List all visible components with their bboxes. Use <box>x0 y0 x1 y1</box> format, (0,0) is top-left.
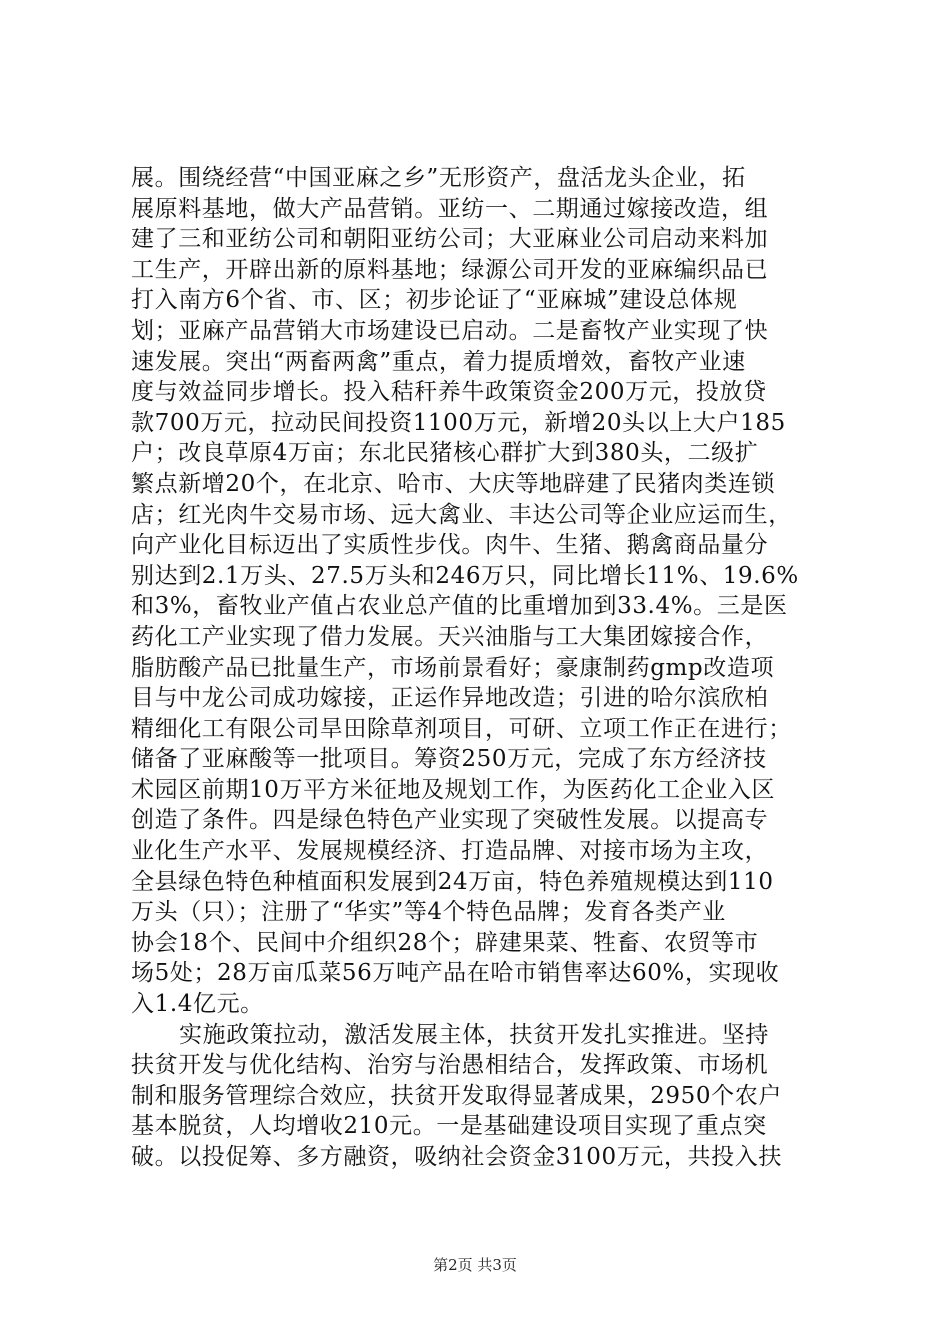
text-line: 万头（只）；注册了“华实”等4个特色品牌；发育各类产业 <box>131 899 726 926</box>
text-line: 协会18个、民间中介组织28个；辟建果菜、牲畜、农贸等市 <box>131 929 759 956</box>
page-footer: 第2页 共3页 <box>433 1256 517 1274</box>
text-line: 扶贫开发与优化结构、治穷与治愚相结合，发挥政策、市场机 <box>131 1052 769 1079</box>
text-line: 场5处；28万亩瓜菜56万吨产品在哈市销售率达60%，实现收 <box>131 960 780 987</box>
text-line: 创造了条件。四是绿色特色产业实现了突破性发展。以提高专 <box>131 807 769 834</box>
text-line: 入1.4亿元。 <box>131 991 264 1018</box>
text-line: 打入南方6个省、市、区；初步论证了“亚麻城”建设总体规 <box>131 287 738 314</box>
text-line: 破。以投促筹、多方融资，吸纳社会资金3100万元，共投入扶 <box>131 1144 782 1170</box>
body-text <box>131 163 831 1173</box>
text-line: 工生产，开辟出新的原料基地；绿源公司开发的亚麻编织品已 <box>131 256 769 283</box>
text-line: 划；亚麻产品营销大市场建设已启动。二是畜牧产业实现了快 <box>131 317 769 344</box>
paragraph-first-line: 实施政策拉动，激活发展主体，扶贫开发扎实推进。坚持 <box>179 1021 769 1048</box>
text-line: 脂肪酸产品已批量生产，市场前景看好；豪康制药gmp改造项 <box>131 654 775 681</box>
text-line: 速发展。突出“两畜两禽”重点，着力提质增效，畜牧产业速 <box>131 348 746 375</box>
text-line: 建了三和亚纺公司和朝阳亚纺公司；大亚麻业公司启动来料加 <box>131 226 769 253</box>
text-line: 别达到2.1万头、27.5万头和246万只，同比增长11%、19.6% <box>131 562 799 589</box>
text-line: 款700万元，拉动民间投资1100万元，新增20头以上大户185 <box>131 409 786 436</box>
text-line: 户；改良草原4万亩；东北民猪核心群扩大到380头，二级扩 <box>131 440 759 467</box>
text-line: 繁点新增20个，在北京、哈市、大庆等地辟建了民猪肉类连锁 <box>131 470 776 497</box>
text-line: 展原料基地，做大产品营销。亚纺一、二期通过嫁接改造，组 <box>131 195 769 222</box>
text-line: 术园区前期10万平方米征地及规划工作，为医药化工企业入区 <box>131 776 776 803</box>
text-line: 展。围绕经营“中国亚麻之乡”无形资产，盘活龙头企业，拓 <box>131 165 746 191</box>
text-line: 度与效益同步增长。投入秸秆养牛政策资金200万元，投放贷 <box>131 379 767 406</box>
text-line: 储备了亚麻酸等一批项目。筹资250万元，完成了东方经济技 <box>131 746 767 773</box>
text-line: 药化工产业实现了借力发展。天兴油脂与工大集团嫁接合作， <box>131 623 769 650</box>
text-line: 全县绿色特色种植面积发展到24万亩，特色养殖规模达到110 <box>131 868 774 895</box>
text-line: 向产业化目标迈出了实质性步伐。肉牛、生猪、鹅禽商品量分 <box>131 532 769 559</box>
text-line: 业化生产水平、发展规模经济、打造品牌、对接市场为主攻， <box>131 838 769 865</box>
text-line: 制和服务管理综合效应，扶贫开发取得显著成果，2950个农户 <box>131 1082 782 1109</box>
text-line: 店；红光肉牛交易市场、远大禽业、丰达公司等企业应运而生， <box>131 501 792 528</box>
text-line: 和3%，畜牧业产值占农业总产值的比重增加到33.4%。三是医 <box>131 593 788 620</box>
text-line: 目与中龙公司成功嫁接，正运作异地改造；引进的哈尔滨欣柏 <box>131 685 769 712</box>
text-line: 精细化工有限公司旱田除草剂项目，可研、立项工作正在进行； <box>131 715 792 742</box>
text-line: 基本脱贫，人均增收210元。一是基础建设项目实现了重点突 <box>131 1113 767 1140</box>
